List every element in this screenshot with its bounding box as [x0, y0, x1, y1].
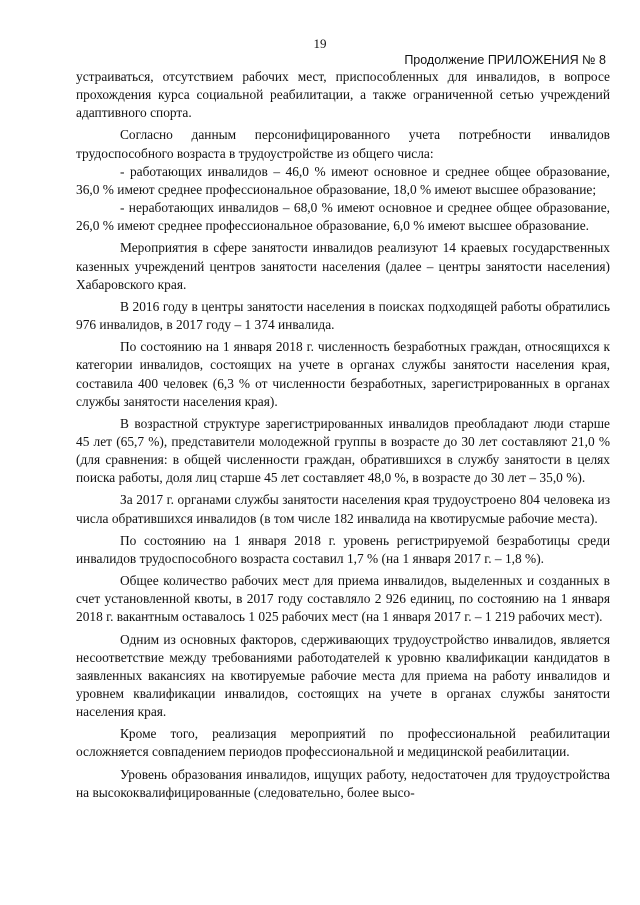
paragraph: Мероприятия в сфере занятости инвалидов реализуют 14 краевых государственных казенных учреждений центров занятости населения (далее – центры занятости населения) Хабаровского края. — [76, 240, 610, 292]
paragraph: В возрастной структуре зарегистрированных инвалидов преобладают люди старше 45 лет (65,7 %), представители молодежной группы в возрасте до 30 лет составляют 21,0 % (для сравнения: в общей численности граждан, обратившихся в службу занятости в целях поиска работы, доля лиц старше 45 лет составляет 48,0 %, в возрасте до 30 лет – 35,0 %). — [76, 415, 610, 486]
page-number: 19 — [313, 36, 327, 51]
paragraph: В 2016 году в центры занятости населения в поисках подходящей работы обратились 976 инвалидов, в 2017 году – 1 374 инвалида. — [76, 298, 610, 333]
paragraph: Общее количество рабочих мест для приема инвалидов, выделенных и созданных в счет установленной квоты, в 2017 году составляло 2 926 единиц, по состоянию на 1 января 2018 г. вакантным оставалось 1 025 рабочих мест (на 1 января 2017 г. – 1 219 рабочих мест). — [76, 573, 610, 625]
paragraph: устраиваться, отсутствием рабочих мест, приспособленных для инвалидов, в вопросе прохождения курса социальной реабилитации, а также ограниченной сетью учреждений адаптивного спорта. — [76, 69, 610, 121]
paragraph: Согласно данным персонифицированного учета потребности инвалидов трудоспособного возраста в трудоустройстве из общего числа: — [76, 127, 610, 161]
paragraph: - работающих инвалидов – 46,0 % имеют основное и среднее общее образование, 36,0 % имеют среднее профессиональное образование, 18,0 % имеют высшее образование; — [76, 163, 610, 197]
paragraph: За 2017 г. органами службы занятости населения края трудоустроено 804 человека из числа обратившихся инвалидов (в том числе 182 инвалида на квотирусмые рабочие места). — [76, 492, 610, 526]
header-note: Продолжение ПРИЛОЖЕНИЯ № 8 — [404, 53, 606, 67]
paragraph: По состоянию на 1 января 2018 г. численность безработных граждан, относящихся к категории инвалидов, состоящих на учете в органах службы занятости населения края, составила 400 человек (6,3 % от численности безработных, зарегистрированных в органах службы занятости населения края). — [76, 339, 610, 409]
paragraph: Уровень образования инвалидов, ищущих работу, недостаточен для трудоустройства на высококвалифицированные (следовательно, более высо- — [76, 766, 610, 800]
paragraph: - неработающих инвалидов – 68,0 % имеют основное и среднее общее образование, 26,0 % имеют среднее профессиональное образование, 6,0 % имеют высшее образование. — [76, 200, 610, 234]
paragraph: Кроме того, реализация мероприятий по профессиональной реабилитации осложняется совпадением периодов профессиональной и медицинской реабилитации. — [76, 726, 610, 760]
paragraph: По состоянию на 1 января 2018 г. уровень регистрируемой безработицы среди инвалидов трудоспособного возраста составил 1,7 % (на 1 января 2017 г. – 1,8 %). — [76, 532, 610, 566]
document-body — [76, 68, 610, 802]
paragraph: Одним из основных факторов, сдерживающих трудоустройство инвалидов, является несоответствие между требованиями работодателей к уровню квалификации кандидатов в заявленных вакансиях на квотируемые рабочие места для приема на работу инвалидов и уровнем квалификации инвалидов, состоящих на учете в органах службы занятости населения края. — [76, 631, 610, 720]
